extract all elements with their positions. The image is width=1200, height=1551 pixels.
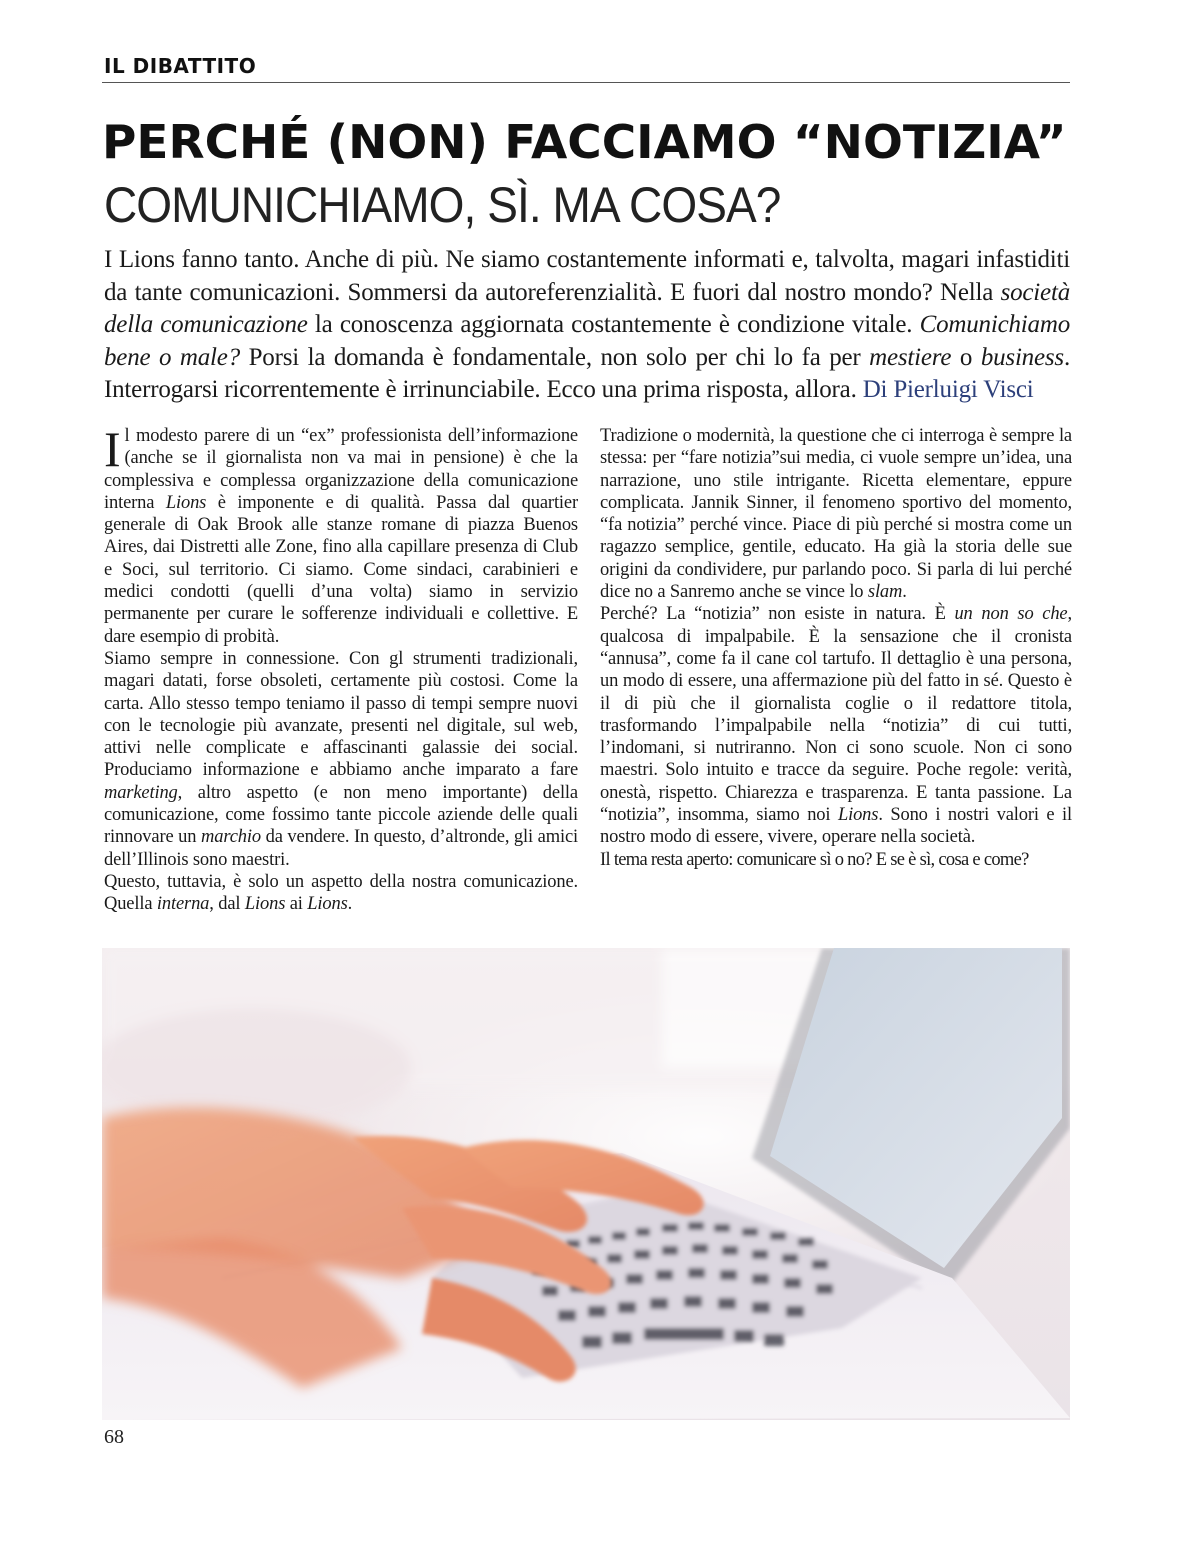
paragraph: Tradizione o modernità, la questione che ci interroga è sempre la stessa: per “fare notizia”sui media, ci vuole sempre un’idea, una narrazione, uno stile intrigante. Ricetta elementare, eppure complicata. Jannik Sinner, il fenomeno sportivo del momento, “fa notizia” perché vince. Piace di più perché si mostra come un ragazzo semplice, gentile, educato. Ha già la storia delle sue origini da condividere, pur parlando poco. Si parla di lui perché dice no a Sanremo anche se vince lo slam. [600, 426, 1072, 603]
article-title: PERCHÉ (NON) FACCIAMO “NOTIZIA” [102, 115, 1067, 169]
photo-illustration [102, 948, 1070, 1420]
header-rule [102, 82, 1070, 83]
drop-cap: I [104, 421, 121, 477]
paragraph: Questo, tuttavia, è solo un aspetto della nostra comunicazione. Quella interna, dal Lions ai Lions. [104, 871, 578, 915]
body-column-left [104, 421, 578, 916]
article-subtitle: COMUNICHIAMO, SÌ. MA COSA? [104, 177, 781, 233]
section-label: IL DIBATTITO [104, 54, 257, 78]
byline: Di Pierluigi Visci [862, 376, 1034, 403]
article-lead: I Lions fanno tanto. Anche di più. Ne siamo costantemente informati e, talvolta, magari infastiditi da tante comunicazioni. Sommersi da autoreferenzialità. E fuori dal nostro mondo? Nella società della comunicazione la conoscenza aggiornata costantemente è condizione vitale. Comunichiamo bene o male? Porsi la domanda è fondamentale, non solo per chi lo fa per mestiere o business. Interrogarsi ricorrentemente è irrinunciabile. Ecco una prima risposta, allora. Di Pierluigi Visci [104, 246, 1071, 403]
body-column-right [600, 425, 1072, 871]
paragraph: Il modesto parere di un “ex” professionista dell’informazione (anche se il giornalista non va mai in pensione) è che la complessiva e complessa organizzazione della comunicazione interna Lions è imponente e di qualità. Passa dal quartier generale di Oak Brook alle stanze romane di piazza Buenos Aires, dai Distretti alle Zone, fino alla capillare presenza di Club e Soci, sul territorio. Ci siamo. Come sindaci, carabinieri e medici condotti (quelli d’una volta) siamo in servizio permanente per curare le sofferenze individuali e collettive. E dare esempio di probità. [104, 421, 578, 647]
paragraph: Perché? La “notizia” non esiste in natura. È un non so che, qualcosa di impalpabile. È la sensazione che il cronista “annusa”, come fa il cane col tartufo. Il dettaglio è una persona, un modo di essere, una affermazione più del fatto in sé. Questo è il di più che il giornalista coglie o il redattore titola, trasformando l’impalpabile nella “notizia” di cui tutti, l’indomani, si nutriranno. Non ci sono scuole. Non ci sono maestri. Solo intuito e tracce da seguire. Poche regole: verità, onestà, rispetto. Chiarezza e trasparenza. E tanta passione. La “notizia”, insomma, siamo noi Lions. Sono i nostri valori e il nostro modo di essere, vivere, operare nella società. [600, 604, 1072, 848]
page-number: 68 [104, 1426, 124, 1448]
paragraph: Siamo sempre in connessione. Con gl strumenti tradizionali, magari datati, forse obsoleti, certamente più costosi. Come la carta. Allo stesso tempo teniamo il passo di tempi sempre nuovi con le tecnologie più avanzate, presenti nel digitale, sul web, attivi nelle complicate e affascinanti galassie dei social. Produciamo informazione e abbiamo anche imparato a fare marketing, altro aspetto (e non meno importante) della comunicazione, come fossimo tante piccole aziende delle quali rinnovare un marchio da vendere. In questo, d’altronde, gli amici dell’Illinois sono maestri. [104, 648, 578, 870]
paragraph: Il tema resta aperto: comunicare sì o no? E se è sì, cosa e come? [600, 849, 1029, 870]
laptop-typing-photo [102, 948, 1070, 1420]
